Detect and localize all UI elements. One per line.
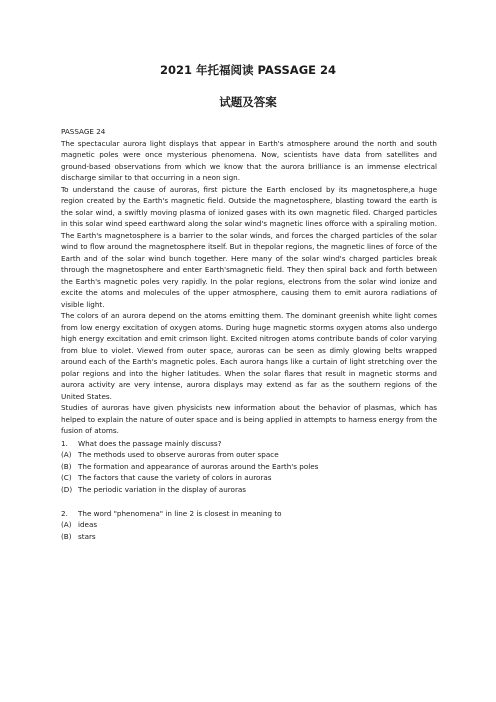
option-d: (D) The periodic variation in the display of auroras [61, 484, 247, 494]
question-1 [61, 438, 437, 496]
question-number: 1. [61, 438, 68, 448]
passage-body [61, 126, 437, 542]
question-2 [61, 508, 437, 543]
option-a: (A) ideas [61, 520, 98, 529]
passage-paragraph-4: Studies of auroras have given physicists new information about the behavior of plasmas, which has helped to explain the nature of outer space and is being applied in attempts to harness energy from the fusion of atoms. [61, 403, 437, 435]
spacer [61, 495, 437, 507]
document-subtitle: 试题及答案 [219, 95, 277, 109]
option-c: (C) The factors that cause the variety of colors in auroras [61, 473, 272, 482]
document-title: 2021 年托福阅读 PASSAGE 24 [159, 63, 337, 77]
question-text: The word "phenomena" in line 2 is closest in meaning to [78, 508, 282, 518]
question-text: What does the passage mainly discuss? [78, 438, 222, 448]
question-number: 2. [61, 508, 68, 518]
option-b: (B) The formation and appearance of auroras around the Earth's poles [61, 461, 319, 471]
passage-paragraph-3: The colors of an aurora depend on the atoms emitting them. The dominant greenish white light comes from low energy excitation of oxygen atoms. During huge magnetic storms oxygen atoms also undergo high energy excitation and emit crimson light. Excited nitrogen atoms contribute bands of color varying from blue to violet. Viewed from outer space, auroras can be seen as dimly glowing belts wrapped around each of the Earth's magnetic poles. Each aurora hangs like a curtain of light stretching over the polar regions and into the higher latitudes. When the solar flares that result in magnetic storms and aurora activity are very intense, aurora displays may extend as far as the southern regions of the United States. [61, 311, 437, 401]
passage-paragraph-2: To understand the cause of auroras, first picture the Earth enclosed by its magnetosphere,a huge region created by the Earth's magnetic field. Outside the magnetosphere, blasting toward the earth is the solar wind, a swiftly moving plasma of ionized gases with its own magnetic filed. Charged particles in this solar wind speed earthward along the solar wind's magnetic lines offorce with a spiraling motion. The Earth's magnetosphere is a barrier to the solar winds, and forces the charged particles of the solar wind to flow around the magnetosphere itself. But in thepolar regions, the magnetic lines of force of the Earth and of the solar wind bunch together. Here many of the solar wind's charged particles break through the magnetosphere and enter Earth'smagnetic field. They then spiral back and forth between the Earth's magnetic poles very rapidly. In the polar regions, electrons from the solar wind ionize and excite the atoms and molecules of the upper atmosphere, causing them to emit aurora radiations of visible light. [61, 184, 437, 309]
passage-paragraph-1: The spectacular aurora light displays that appear in Earth's atmosphere around the north and south magnetic poles were once mysterious phenomena. Now, scientists have data from satellites and ground-based observations from which we know that the aurora brilliance is an immense electrical discharge similar to that occurring in a neon sign. [61, 138, 437, 182]
option-a: (A) The methods used to observe auroras from outer space [61, 450, 279, 459]
passage-label: PASSAGE 24 [61, 127, 106, 136]
option-b: (B) stars [61, 531, 96, 541]
